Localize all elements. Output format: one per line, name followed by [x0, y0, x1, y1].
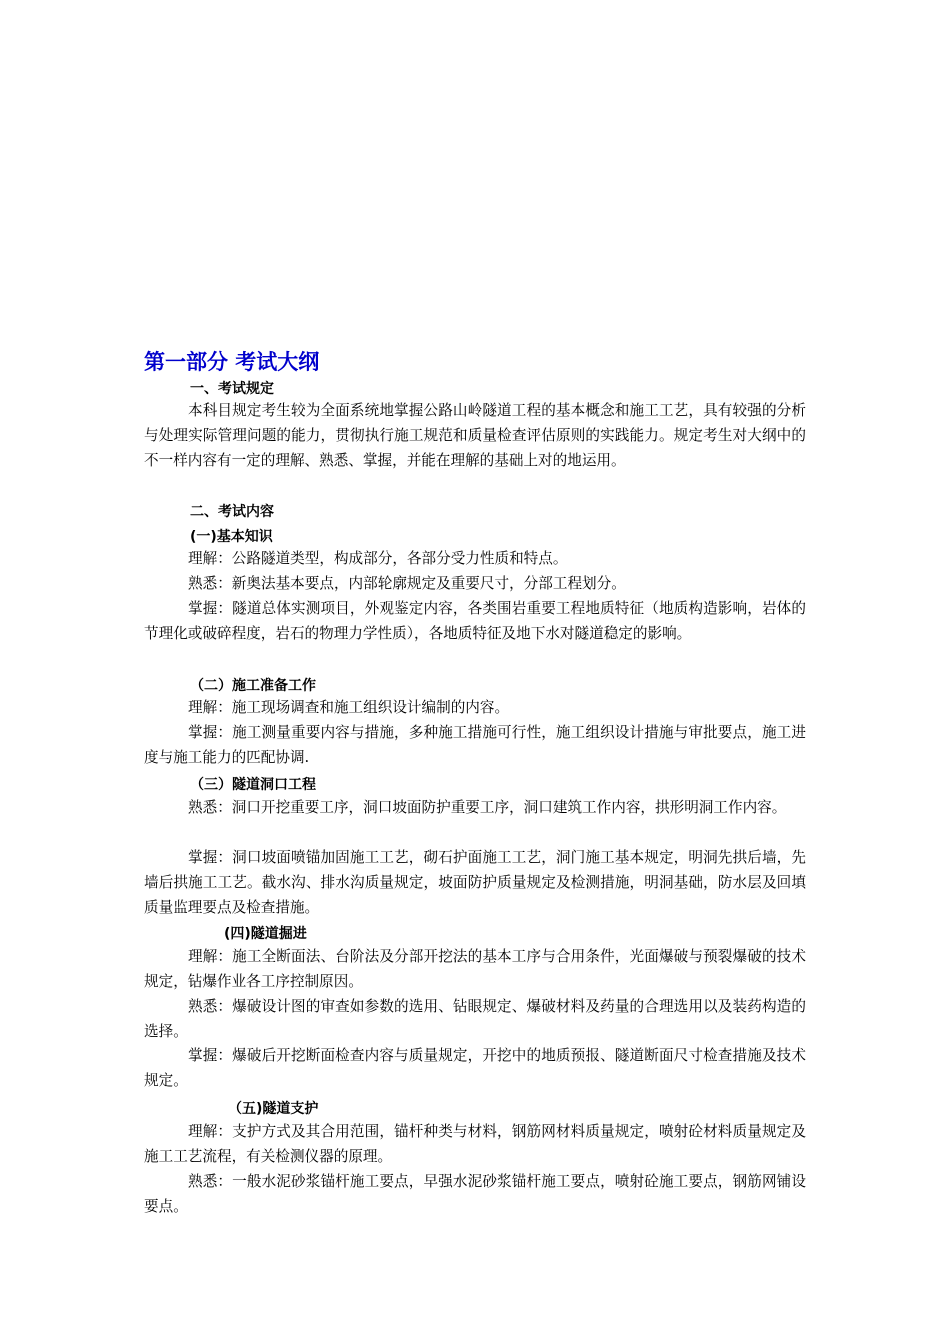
subsection-heading-support: （五)隧道支护 — [228, 1101, 319, 1117]
subsection-heading-basic-knowledge: (一)基本知识 — [190, 529, 273, 545]
paragraph-excavation-master: 掌握：爆破后开挖断面检查内容与质量规定，开挖中的地质预报、隧道断面尺寸检查措施及技术规定。 — [144, 1047, 806, 1089]
paragraph-preparation-understand: 理解：施工现场调查和施工组织设计编制的内容。 — [188, 699, 510, 716]
subsection-heading-portal: （三）隧道洞口工程 — [190, 777, 316, 793]
paragraph-portal-familiar: 熟悉：洞口开挖重要工序，洞口坡面防护重要工序，洞口建筑工作内容，拱形明洞工作内容。 — [188, 799, 787, 816]
subsection-heading-preparation: （二）施工准备工作 — [190, 678, 316, 694]
paragraph-support-familiar: 熟悉：一般水泥砂浆锚杆施工要点，早强水泥砂浆锚杆施工要点，喷射砼施工要点，钢筋网铺设要点。 — [144, 1173, 806, 1215]
paragraph-excavation-understand: 理解：施工全断面法、台阶法及分部开挖法的基本工序与合用条件，光面爆破与预裂爆破的技术规定，钻爆作业各工序控制原因。 — [144, 948, 806, 990]
paragraph-preparation-master: 掌握：施工测量重要内容与措施，多种施工措施可行性，施工组织设计措施与审批要点，施工进度与施工能力的匹配协调. — [144, 724, 806, 766]
paragraph-exam-rules: 本科目规定考生较为全面系统地掌握公路山岭隧道工程的基本概念和施工工艺，具有较强的分析与处理实际管理问题的能力，贯彻执行施工规范和质量检查评估原则的实践能力。规定考生对大纲中的不一样内容有一定的理解、熟悉、掌握，并能在理解的基础上对的地运用。 — [144, 402, 806, 469]
paragraph-basic-master: 掌握：隧道总体实测项目，外观鉴定内容，各类围岩重要工程地质特征（地质构造影响，岩体的节理化或破碎程度，岩石的物理力学性质），各地质特征及地下水对隧道稳定的影响。 — [144, 600, 806, 642]
page-title: 第一部分 考试大纲 — [144, 350, 320, 374]
section-heading-exam-content: 二、考试内容 — [190, 504, 274, 520]
section-heading-exam-rules: 一、考试规定 — [190, 381, 274, 397]
paragraph-support-understand: 理解：支护方式及其合用范围，锚杆种类与材料，钢筋网材料质量规定，喷射砼材料质量规定及施工工艺流程，有关检测仪器的原理。 — [144, 1123, 806, 1165]
paragraph-portal-master: 掌握：洞口坡面喷锚加固施工工艺，砌石护面施工工艺，洞门施工基本规定，明洞先拱后墙，先墙后拱施工工艺。截水沟、排水沟质量规定，坡面防护质量规定及检测措施，明洞基础，防水层及回填质量监理要点及检查措施。 — [144, 849, 806, 916]
subsection-heading-excavation: (四)隧道掘进 — [224, 926, 307, 942]
paragraph-excavation-familiar: 熟悉：爆破设计图的审查如参数的选用、钻眼规定、爆破材料及药量的合理选用以及装药构造的选择。 — [144, 998, 806, 1040]
paragraph-basic-familiar: 熟悉：新奥法基本要点，内部轮廓规定及重要尺寸，分部工程划分。 — [188, 575, 626, 592]
paragraph-basic-understand: 理解：公路隧道类型，构成部分，各部分受力性质和特点。 — [188, 550, 568, 567]
